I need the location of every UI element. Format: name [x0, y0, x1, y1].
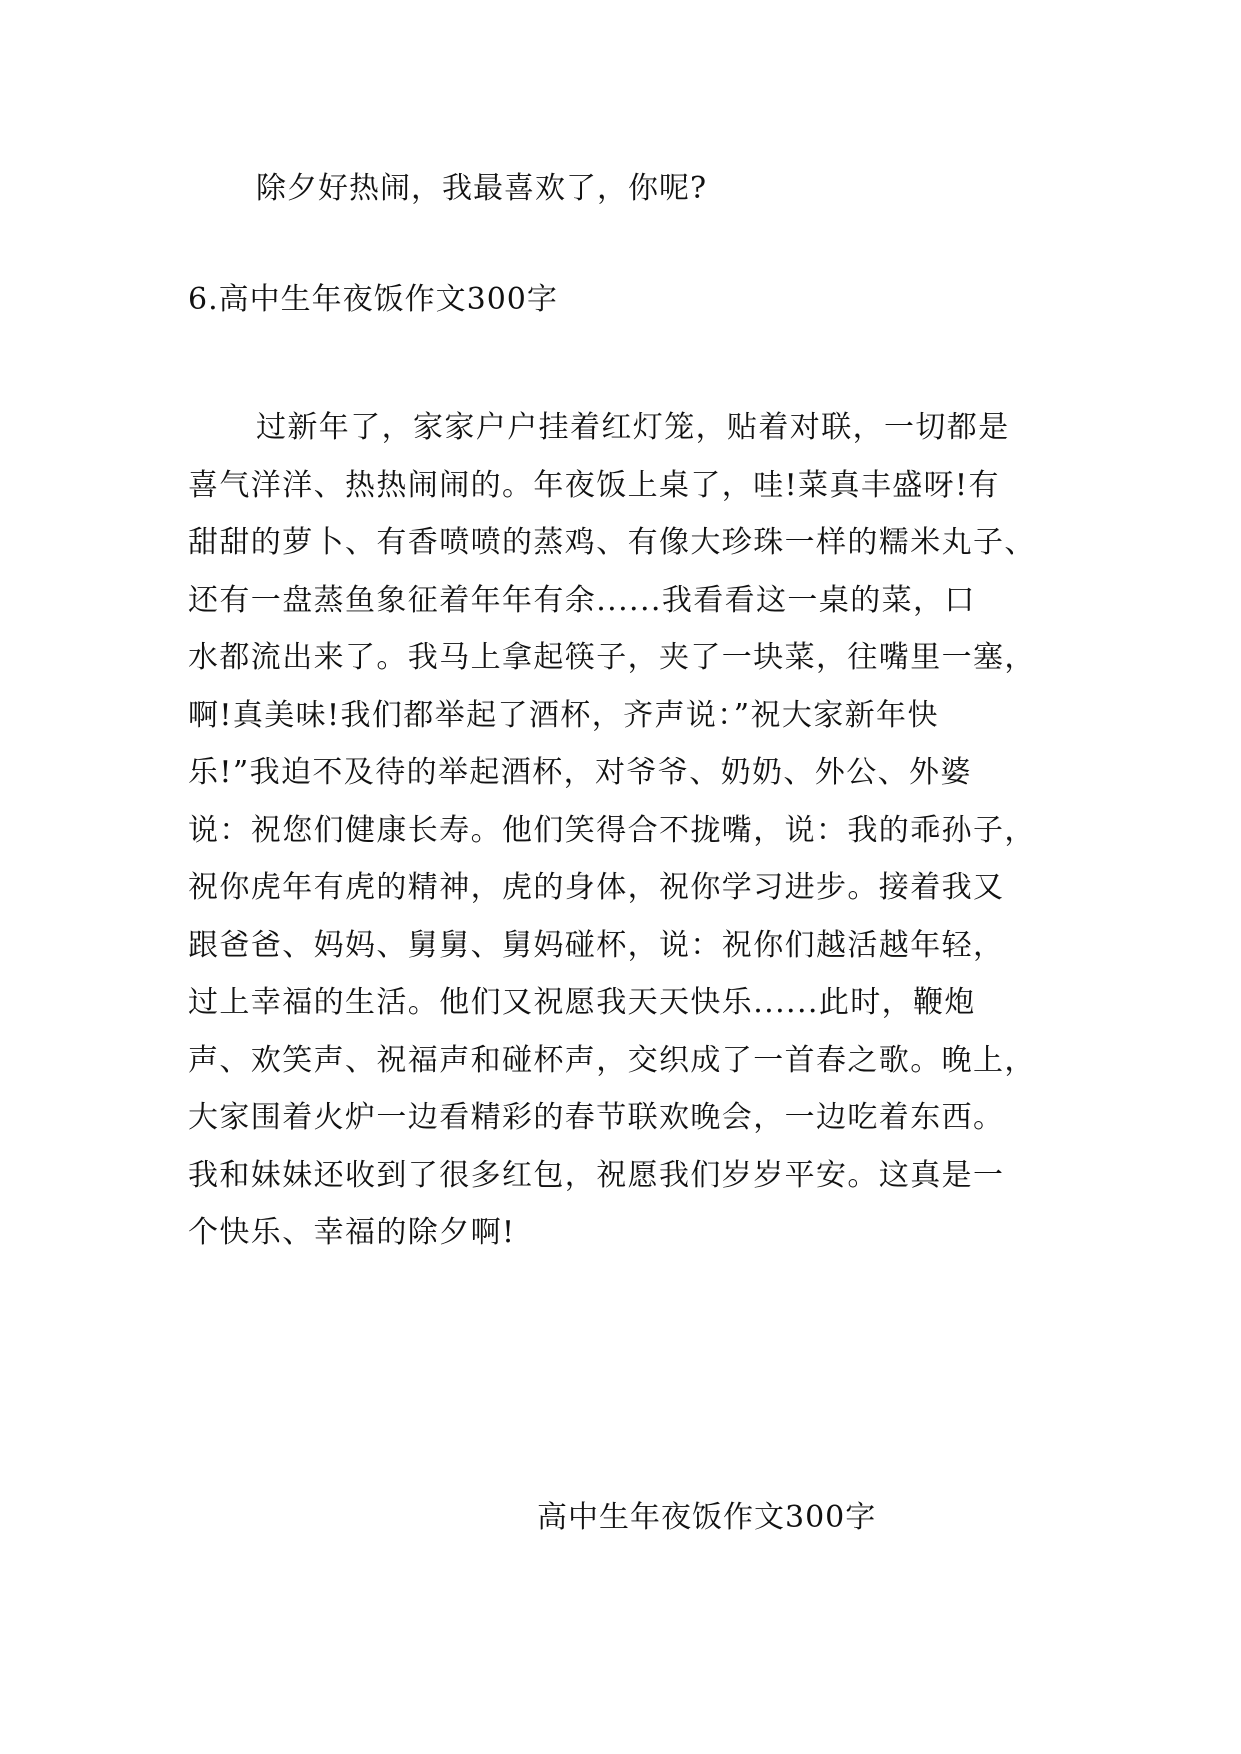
essay-line: 过新年了，家家户户挂着红灯笼，贴着对联，一切都是 [256, 410, 1010, 445]
essay-line: 过上幸福的生活。他们又祝愿我天天快乐......此时，鞭炮 [188, 985, 976, 1020]
essay-line: 甜甜的萝卜、有香喷喷的蒸鸡、有像大珍珠一样的糯米丸子、 [188, 525, 1036, 560]
essay-line: 个快乐、幸福的除夕啊! [188, 1215, 516, 1250]
essay-line: 说：祝您们健康长寿。他们笑得合不拢嘴，说：我的乖孙子， [188, 812, 1036, 848]
essay-line: 啊!真美味!我们都举起了酒杯，齐声说：”祝大家新年快 [188, 697, 939, 733]
essay-line: 大家围着火炉一边看精彩的春节联欢晚会，一边吃着东西。 [188, 1100, 1005, 1135]
essay-line: 跟爸爸、妈妈、舅舅、舅妈碰杯，说：祝你们越活越年轻， [188, 927, 1005, 963]
essay-line: 乐!”我迫不及待的举起酒杯，对爷爷、奶奶、外公、外婆 [188, 755, 972, 790]
footer-title: 高中生年夜饭作文300字 [537, 1500, 877, 1535]
essay-body [188, 399, 1068, 1262]
essay-line: 我和妹妹还收到了很多红包，祝愿我们岁岁平安。这真是一 [188, 1157, 1005, 1193]
essay-line: 祝你虎年有虎的精神，虎的身体，祝你学习进步。接着我又 [188, 870, 1005, 905]
essay-line: 声、欢笑声、祝福声和碰杯声，交织成了一首春之歌。晚上， [188, 1042, 1036, 1078]
intro-line: 除夕好热闹，我最喜欢了，你呢? [256, 171, 708, 206]
section-heading: 6.高中生年夜饭作文300字 [188, 282, 558, 317]
essay-line: 还有一盘蒸鱼象征着年年有余......我看看这一桌的菜，口 [188, 582, 976, 618]
essay-line: 水都流出来了。我马上拿起筷子，夹了一块菜，往嘴里一塞， [188, 640, 1036, 675]
essay-line: 喜气洋洋、热热闹闹的。年夜饭上桌了，哇!菜真丰盛呀!有 [188, 467, 1000, 503]
